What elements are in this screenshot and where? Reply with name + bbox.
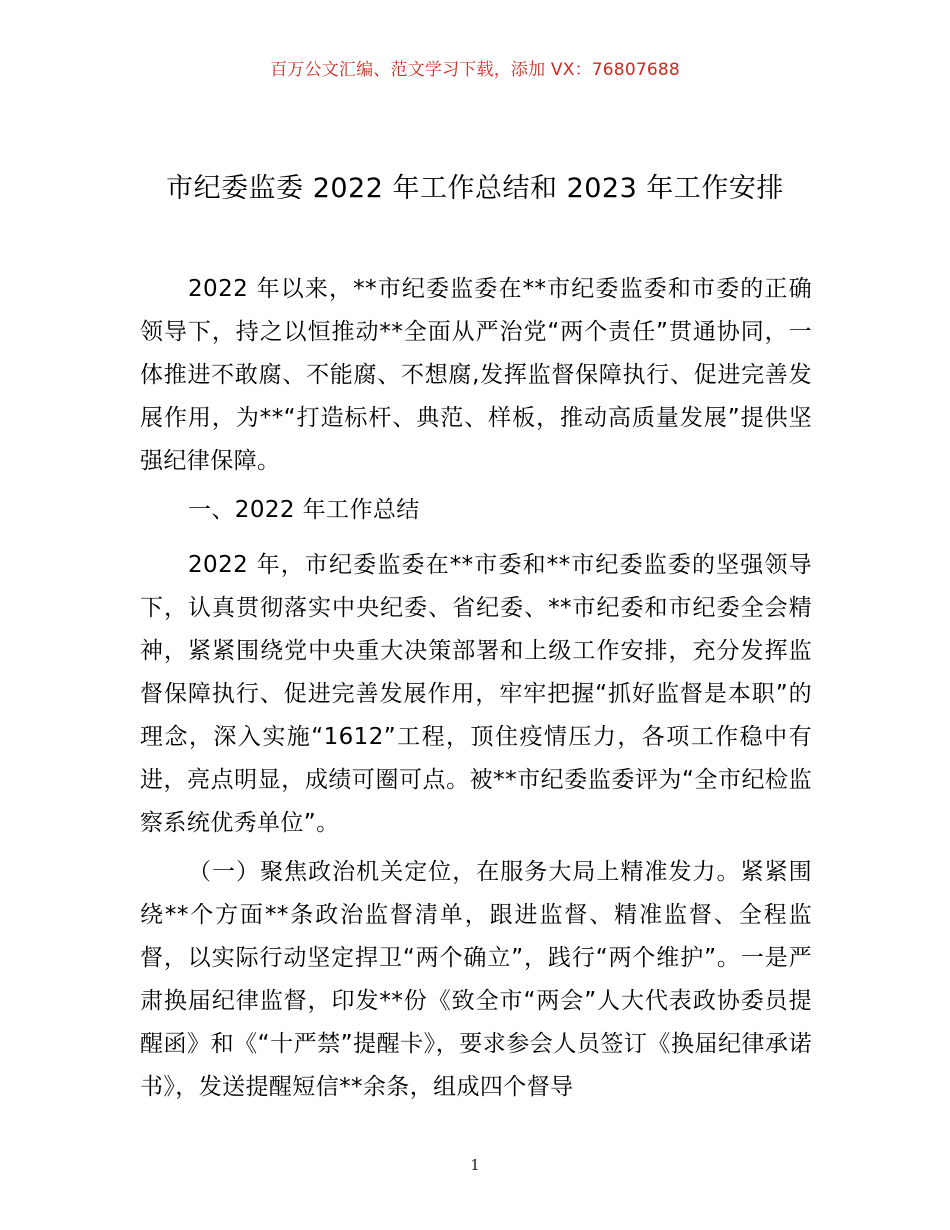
subsection-paragraph: （一）聚焦政治机关定位，在服务大局上精准发力。紧紧围绕**个方面**条政治监督清单，跟进监督、精准监督、全程监督，以实际行动坚定捍卫“两个确立”，践行“两个维护”。一是严肃换届纪律监督，印发**份《致全市“两会”人大代表政协委员提醒函》和《“十严禁”提醒卡》，要求参会人员签订《换届纪律承诺书》，发送提醒短信**余条，组成四个督导 xyxy=(140,859,812,1100)
header-banner: 百万公文汇编、范文学习下载，添加 VX：76807688 xyxy=(270,60,680,80)
page-number: 1 xyxy=(470,1156,480,1174)
summary-paragraph: 2022 年，市纪委监委在**市委和**市纪委监委的坚强领导下，认真贯彻落实中央纪委、省纪委、**市纪委和市纪委全会精神，紧紧围绕党中央重大决策部署和上级工作安排，充分发挥监督保障执行、促进完善发展作用，牢牢把握“抓好监督是本职”的理念，深入实施“1612”工程，顶住疫情压力，各项工作稳中有进，亮点明显，成绩可圈可点。被**市纪委监委评为“全市纪检监察系统优秀单位”。 xyxy=(140,552,812,836)
document-body xyxy=(140,268,812,1115)
document-title: 市纪委监委 2022 年工作总结和 2023 年工作安排 xyxy=(166,173,784,204)
intro-paragraph: 2022 年以来，**市纪委监委在**市纪委监委和市委的正确领导下，持之以恒推动**全面从严治党“两个责任”贯通协同，一体推进不敢腐、不能腐、不想腐,发挥监督保障执行、促进完善发展作用，为**“打造标杆、典范、样板，推动高质量发展”提供坚强纪律保障。 xyxy=(140,276,812,474)
section-heading: 一、2022 年工作总结 xyxy=(188,497,420,523)
